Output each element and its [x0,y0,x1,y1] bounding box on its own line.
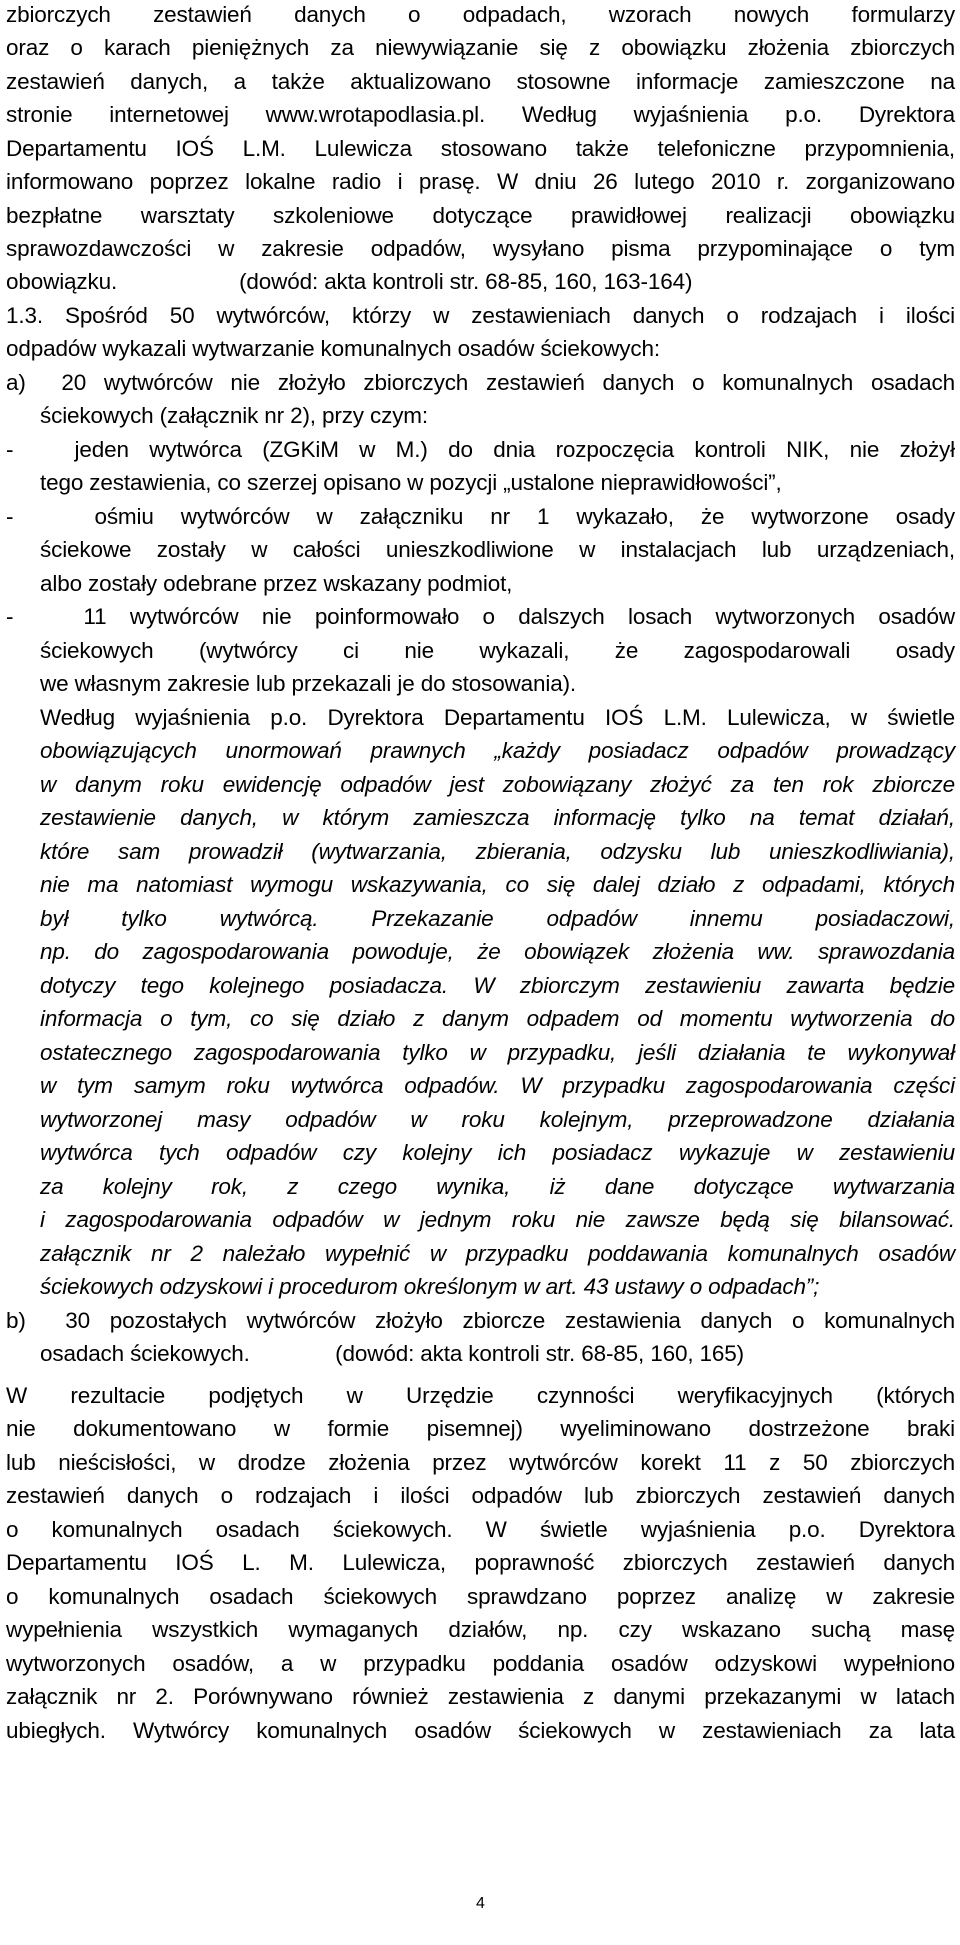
text-line: za kolejny rok, z czego wynika, iż dane dotyczące wytwarzania [40,1174,955,1199]
text-line: załącznik nr 2. Porównywano również zestawienia z danymi przekazanymi w latach [6,1684,955,1709]
section-heading-line: 1.3. Spośród 50 wytwórców, którzy w zestawieniach danych o rodzajach i ilości [6,303,955,328]
text-line: obowiązujących unormowań prawnych „każdy posiadacz odpadów prowadzący [40,738,955,763]
text-line: nie dokumentowano w formie pisemnej) wyeliminowano dostrzeżone braki [6,1416,955,1441]
text-line: we własnym zakresie lub przekazali je do stosowania). [40,671,577,696]
text-line: ostatecznego zagospodarowania tylko w przypadku, jeśli działania te wykonywał [40,1040,955,1065]
text-line: ściekowe zostały w całości unieszkodliwione w instalacjach lub urządzeniach, [40,537,955,562]
text-line: dotyczy tego kolejnego posiadacza. W zbiorczym zestawieniu zawarta będzie [40,973,955,998]
text-line: lub nieścisłości, w drodze złożenia przez wytwórców korekt 11 z 50 zbiorczych [6,1450,955,1475]
dash-item: - 11 wytwórców nie poinformowało o dalszych losach wytworzonych osadów [6,604,955,629]
text-line: i zagospodarowania odpadów w jednym roku nie zawsze będą się bilansować. [40,1207,955,1232]
text-line: wytworzonych osadów, a w przypadku poddania osadów odzyskowi wypełniono [6,1651,955,1676]
text-line: załącznik nr 2 należało wypełnić w przypadku poddawania komunalnych osadów [40,1241,955,1266]
dash-item: - jeden wytwórca (ZGKiM w M.) do dnia rozpoczęcia kontroli NIK, nie złożył [6,437,955,462]
text-line: Według wyjaśnienia p.o. Dyrektora Departamentu IOŚ L.M. Lulewicza, w świetle [40,705,955,730]
text-line: ściekowych (załącznik nr 2), przy czym: [40,403,428,428]
text-line: zbiorczych zestawień danych o odpadach, wzorach nowych formularzy [6,2,955,27]
evidence-line: osadach ściekowych. (dowód: akta kontroli str. 68-85, 160, 165) [40,1341,744,1366]
text-line: wytworzonej masy odpadów w roku kolejnym, przeprowadzone działania [40,1107,955,1132]
text-line: w danym roku ewidencję odpadów jest zobowiązany złożyć za ten rok zbiorcze [40,772,955,797]
text-line: ściekowych (wytwórcy ci nie wykazali, że zagospodarowali osady [40,638,955,663]
text-line: wytwórca tych odpadów czy kolejny ich posiadacz wykazuje w zestawieniu [40,1140,955,1165]
text-line: np. do zagospodarowania powoduje, że obowiązek złożenia ww. sprawozdania [40,939,955,964]
text-line: informacja o tym, co się działo z danym odpadem od momentu wytworzenia do [40,1006,955,1031]
text-line: o komunalnych osadach ściekowych. W świetle wyjaśnienia p.o. Dyrektora [6,1517,955,1542]
text-line: ściekowych odzyskowi i procedurom określonym w art. 43 ustawy o odpadach”; [40,1274,820,1299]
text-line: nie ma natomiast wymogu wskazywania, co się dalej działo z odpadami, których [40,872,955,897]
list-item-b: b) 30 pozostałych wytwórców złożyło zbiorcze zestawienia danych o komunalnych [6,1308,955,1333]
text-line: w tym samym roku wytwórca odpadów. W przypadku zagospodarowania części [40,1073,955,1098]
text-line: zestawień danych o rodzajach i ilości odpadów lub zbiorczych zestawień danych [6,1483,955,1508]
text-line: albo zostały odebrane przez wskazany podmiot, [40,571,513,596]
text-line: tego zestawienia, co szerzej opisano w pozycji „ustalone nieprawidłowości”, [40,470,782,495]
page-number: 4 [476,1895,485,1912]
list-item-a: a) 20 wytwórców nie złożyło zbiorczych zestawień danych o komunalnych osadach [6,370,955,395]
text-line: bezpłatne warsztaty szkoleniowe dotyczące prawidłowej realizacji obowiązku [6,203,955,228]
text-line: informowano poprzez lokalne radio i prasę. W dniu 26 lutego 2010 r. zorganizowano [6,169,955,194]
text-line: które sam prowadził (wytwarzania, zbierania, odzysku lub unieszkodliwiania), [40,839,955,864]
text-line: wypełnienia wszystkich wymaganych działów, np. czy wskazano suchą masę [6,1617,955,1642]
text-line: o komunalnych osadach ściekowych sprawdzano poprzez analizę w zakresie [6,1584,955,1609]
text-line: zestawienie danych, w którym zamieszcza informację tylko na temat działań, [40,805,955,830]
text-line: oraz o karach pieniężnych za niewywiązanie się z obowiązku złożenia zbiorczych [6,35,955,60]
text-line: Departamentu IOŚ L. M. Lulewicza, poprawność zbiorczych zestawień danych [6,1550,955,1575]
text-line: zestawień danych, a także aktualizowano stosowne informacje zamieszczone na [6,69,955,94]
text-line: Departamentu IOŚ L.M. Lulewicza stosowano także telefoniczne przypomnienia, [6,136,955,161]
text-line: W rezultacie podjętych w Urzędzie czynności weryfikacyjnych (których [6,1383,955,1408]
text-line: był tylko wytwórcą. Przekazanie odpadów innemu posiadaczowi, [40,906,955,931]
text-line: ubiegłych. Wytwórcy komunalnych osadów ściekowych w zestawieniach za lata [6,1718,955,1743]
text-line: odpadów wykazali wytwarzanie komunalnych osadów ściekowych: [6,336,660,361]
evidence-line: obowiązku. (dowód: akta kontroli str. 68-85, 160, 163-164) [6,269,693,294]
dash-item: - ośmiu wytwórców w załączniku nr 1 wykazało, że wytworzone osady [6,504,955,529]
text-line: sprawozdawczości w zakresie odpadów, wysyłano pisma przypominające o tym [6,236,955,261]
text-line: stronie internetowej www.wrotapodlasia.pl. Według wyjaśnienia p.o. Dyrektora [6,102,955,127]
